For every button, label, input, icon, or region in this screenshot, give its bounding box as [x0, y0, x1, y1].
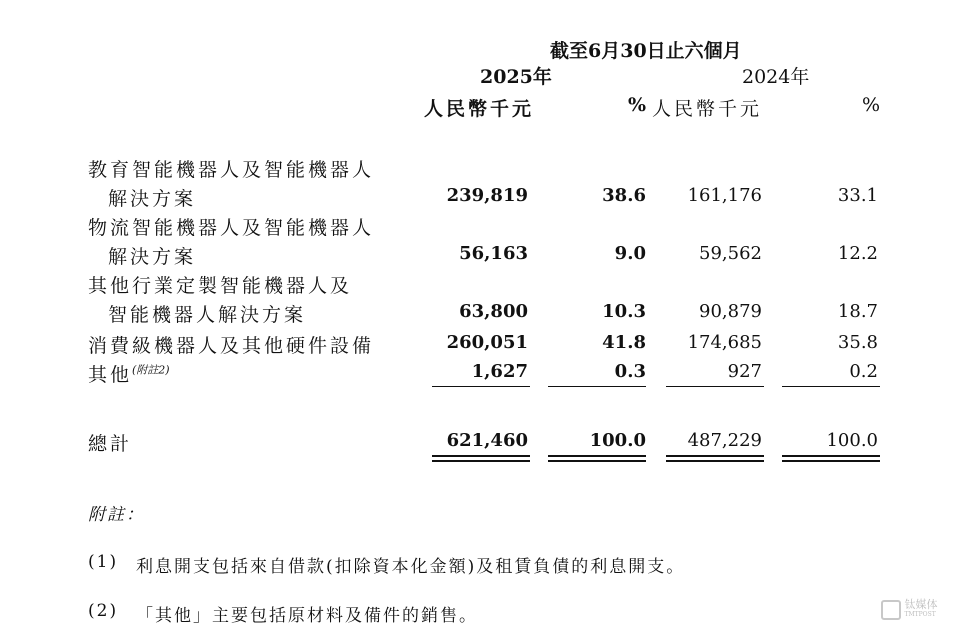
- total-rule-2024-value: [666, 455, 764, 462]
- row-logistics-2024-value: 59,562: [699, 243, 762, 264]
- total-2025-pct: 100.0: [589, 430, 646, 451]
- row-consumer-2025-pct: 41.8: [602, 332, 646, 353]
- row-custom-2025-pct: 10.3: [602, 301, 646, 322]
- row-other-2024-pct: 0.2: [849, 361, 878, 382]
- total-label: 總計: [88, 433, 133, 455]
- row-custom-2024-value: 90,879: [699, 301, 762, 322]
- row-label-education-line1: 教育智能機器人及智能機器人: [88, 159, 375, 181]
- row-label-consumer: 消費級機器人及其他硬件設備: [88, 335, 375, 357]
- total-rule-2025-value: [432, 455, 530, 462]
- subtotal-rule-2024-value: [666, 386, 764, 387]
- total-2024-pct: 100.0: [826, 430, 878, 451]
- note-1-number: (1): [88, 552, 119, 572]
- row-consumer-2024-pct: 35.8: [837, 332, 878, 353]
- note-2-text: 「其他」主要包括原材料及備件的銷售。: [136, 606, 478, 626]
- period-header: 截至6月30日止六個月: [550, 40, 742, 62]
- row-consumer-2025-value: 260,051: [446, 332, 528, 353]
- pct-2024-header: %: [862, 94, 881, 116]
- year-2024-header: 2024年: [742, 66, 810, 88]
- row-other-2025-pct: 0.3: [614, 361, 646, 382]
- row-label-other-note-ref: (附註2): [132, 363, 170, 377]
- total-rule-2024-pct: [782, 455, 880, 462]
- row-custom-2025-value: 63,800: [459, 301, 528, 322]
- row-education-2024-pct: 33.1: [837, 185, 878, 206]
- row-label-other-text: 其他: [88, 364, 133, 386]
- row-label-custom-line1: 其他行業定製智能機器人及: [88, 275, 353, 297]
- row-education-2024-value: 161,176: [687, 185, 762, 206]
- watermark-text: 钛媒体: [904, 598, 938, 611]
- row-consumer-2024-value: 174,685: [687, 332, 762, 353]
- subtotal-rule-2024-pct: [782, 386, 880, 387]
- watermark-subtext: TMTPOST: [904, 611, 936, 618]
- row-other-2025-value: 1,627: [471, 361, 528, 382]
- notes-heading: 附註：: [88, 505, 145, 525]
- row-education-2025-pct: 38.6: [602, 185, 646, 206]
- total-2025-value: 621,460: [446, 430, 528, 451]
- row-logistics-2025-pct: 9.0: [614, 243, 646, 264]
- row-other-2024-value: 927: [727, 361, 762, 382]
- row-label-other: [88, 360, 170, 387]
- row-custom-2024-pct: 18.7: [837, 301, 878, 322]
- note-1-text: 利息開支包括來自借款(扣除資本化金額)及租賃負債的利息開支。: [136, 557, 686, 577]
- subtotal-rule-2025-pct: [548, 386, 646, 387]
- total-2024-value: 487,229: [687, 430, 762, 451]
- row-education-2025-value: 239,819: [446, 185, 528, 206]
- subtotal-rule-2025-value: [432, 386, 530, 387]
- row-label-education-line2: 解決方案: [108, 188, 197, 210]
- pct-2025-header: %: [628, 94, 647, 116]
- row-logistics-2025-value: 56,163: [459, 243, 528, 264]
- row-logistics-2024-pct: 12.2: [837, 243, 878, 264]
- row-label-custom-line2: 智能機器人解決方案: [108, 304, 307, 326]
- watermark-icon: [881, 600, 901, 620]
- unit-2024-header: 人民幣千元: [652, 98, 763, 120]
- row-label-logistics-line2: 解決方案: [108, 246, 197, 268]
- year-2025-header: 2025年: [480, 66, 552, 88]
- unit-2025-header: 人民幣千元: [424, 98, 535, 120]
- row-label-logistics-line1: 物流智能機器人及智能機器人: [88, 217, 375, 239]
- watermark-logo: [881, 600, 951, 624]
- total-rule-2025-pct: [548, 455, 646, 462]
- note-2-number: (2): [88, 601, 119, 621]
